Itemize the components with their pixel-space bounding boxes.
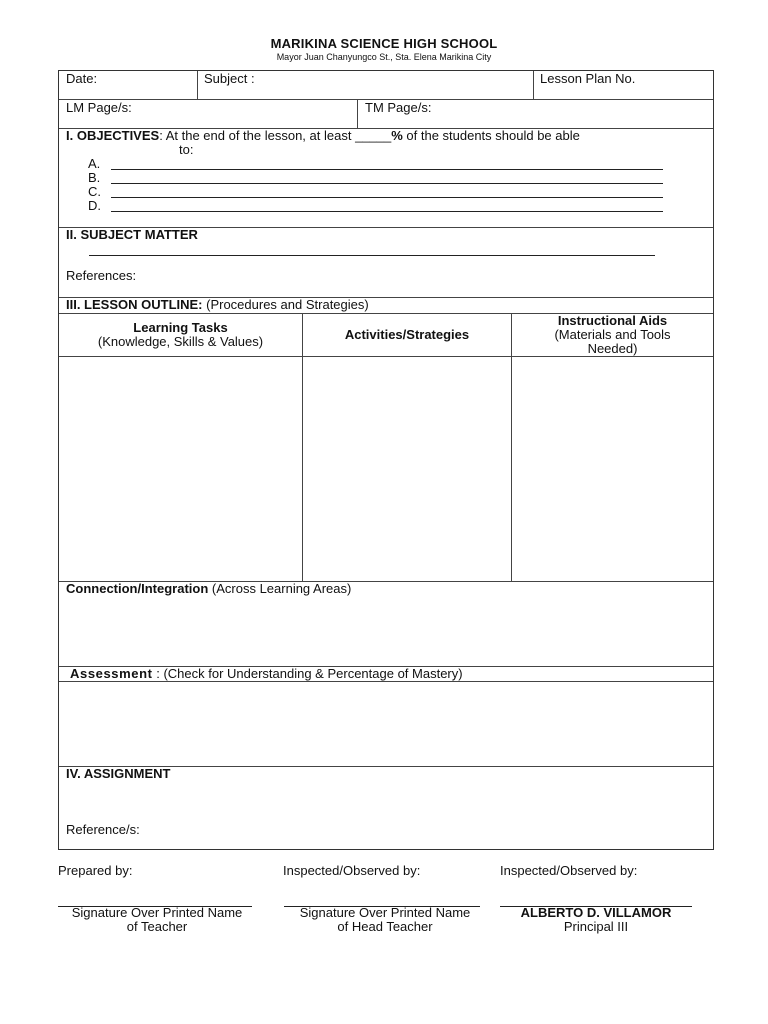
inspected-by-label: Inspected/Observed by: bbox=[500, 863, 638, 878]
instructional-aids-header bbox=[512, 314, 713, 356]
objective-line bbox=[111, 173, 663, 184]
lesson-outline-heading: III. LESSON OUTLINE: bbox=[66, 297, 203, 312]
principal-name: ALBERTO D. VILLAMOR bbox=[520, 905, 672, 920]
instructional-aids-title: Instructional Aids bbox=[557, 313, 668, 328]
objective-line bbox=[111, 187, 663, 198]
activities-strategies-header: Activities/Strategies bbox=[344, 327, 470, 342]
subject-label: Subject : bbox=[204, 71, 255, 86]
objective-item-label: C. bbox=[88, 184, 101, 199]
learning-tasks-header bbox=[59, 321, 302, 349]
objectives-heading: I. OBJECTIVES bbox=[66, 128, 160, 143]
inspected-by-label: Inspected/Observed by: bbox=[283, 863, 421, 878]
lm-pages-label: LM Page/s: bbox=[66, 100, 132, 115]
connection-heading: Connection/Integration bbox=[66, 581, 209, 596]
lesson-plan-no-label: Lesson Plan No. bbox=[540, 71, 636, 86]
connection-sub: (Across Learning Areas) bbox=[208, 581, 352, 596]
divider bbox=[357, 99, 358, 128]
subject-matter-references: References: bbox=[66, 268, 137, 283]
percent-blank: _____ bbox=[355, 128, 392, 143]
lesson-outline-subheading: (Procedures and Strategies) bbox=[202, 297, 369, 312]
sig-caption-line1: Signature Over Printed Name bbox=[299, 905, 471, 920]
objectives-text: : At the end of the lesson, at least bbox=[159, 128, 356, 143]
divider bbox=[59, 356, 713, 357]
subject-matter-heading: II. SUBJECT MATTER bbox=[66, 227, 198, 242]
lesson-outline-heading-row bbox=[66, 298, 369, 312]
prepared-by-label: Prepared by: bbox=[58, 863, 133, 878]
divider bbox=[197, 71, 198, 99]
objective-item-label: B. bbox=[88, 170, 101, 185]
date-label: Date: bbox=[66, 71, 98, 86]
tm-pages-label: TM Page/s: bbox=[365, 100, 432, 115]
objective-line bbox=[111, 201, 663, 212]
learning-tasks-sub: (Knowledge, Skills & Values) bbox=[97, 334, 264, 349]
principal-signature-caption bbox=[486, 906, 706, 934]
objective-item-label: A. bbox=[88, 156, 101, 171]
assessment-heading: Assessment bbox=[70, 666, 153, 681]
objective-line bbox=[111, 159, 663, 170]
objective-item-label: D. bbox=[88, 198, 101, 213]
sig-caption-line2: of Head Teacher bbox=[337, 919, 433, 934]
divider bbox=[533, 71, 534, 99]
instructional-aids-sub2: Needed) bbox=[587, 341, 638, 356]
assessment-sub: : (Check for Understanding & Percentage of Mastery) bbox=[152, 666, 463, 681]
principal-title: Principal III bbox=[563, 919, 629, 934]
school-address: Mayor Juan Chanyungco St., Sta. Elena Marikina City bbox=[276, 52, 492, 62]
instructional-aids-sub1: (Materials and Tools bbox=[554, 327, 671, 342]
divider bbox=[302, 313, 303, 581]
sig-caption-line1: Signature Over Printed Name bbox=[71, 905, 243, 920]
divider bbox=[59, 681, 713, 682]
assessment-row bbox=[70, 667, 463, 681]
assignment-heading: IV. ASSIGNMENT bbox=[66, 766, 171, 781]
objectives-text-cont: to: bbox=[179, 142, 194, 157]
learning-tasks-title: Learning Tasks bbox=[133, 320, 228, 335]
teacher-signature-caption bbox=[44, 906, 270, 934]
lesson-plan-form bbox=[58, 70, 714, 850]
subject-matter-line bbox=[89, 254, 655, 256]
connection-row bbox=[66, 582, 351, 596]
school-name: MARIKINA SCIENCE HIGH SCHOOL bbox=[270, 36, 498, 51]
head-teacher-signature-caption bbox=[272, 906, 498, 934]
assignment-references: Reference/s: bbox=[66, 822, 140, 837]
percent-sign: % bbox=[391, 128, 403, 143]
objectives-text-after: of the students should be able bbox=[402, 128, 580, 143]
sig-caption-line2: of Teacher bbox=[126, 919, 188, 934]
objectives-statement bbox=[66, 129, 580, 143]
